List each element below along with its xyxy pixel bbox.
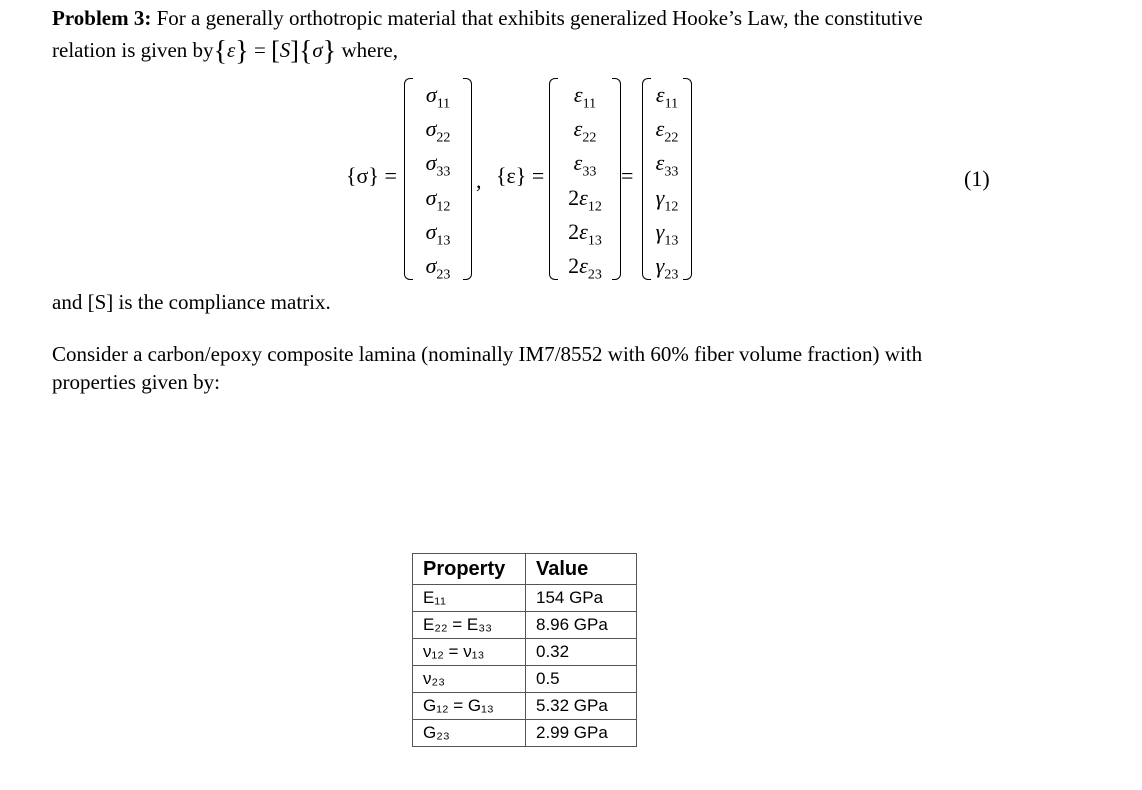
property-cell: G₂₃ bbox=[413, 720, 526, 747]
tensor-strain-component bbox=[553, 253, 617, 283]
symbol: σ bbox=[425, 150, 437, 175]
engineering-strain-component bbox=[646, 185, 688, 215]
tensor-strain-component bbox=[553, 116, 617, 146]
problem-intro: For a generally orthotropic material that exhibits generalized Hooke’s Law, the constitutive bbox=[151, 6, 923, 30]
symbol: γ bbox=[655, 253, 665, 278]
subscript: 12 bbox=[587, 199, 602, 215]
engineering-strain-component bbox=[646, 150, 688, 180]
subscript: 13 bbox=[664, 233, 679, 249]
subscript: 33 bbox=[582, 164, 597, 180]
relation-lead-text: relation is given by bbox=[52, 38, 214, 62]
subscript: 22 bbox=[582, 130, 597, 146]
property-cell: G₁₂ = G₁₃ bbox=[413, 693, 526, 720]
table-row bbox=[413, 585, 637, 612]
subscript: 22 bbox=[664, 130, 679, 146]
subscript: 22 bbox=[436, 130, 451, 146]
subscript: 23 bbox=[436, 267, 451, 283]
subscript: 13 bbox=[436, 233, 451, 249]
tensor-strain-component bbox=[553, 150, 617, 180]
properties-table bbox=[412, 553, 637, 747]
symbol: ε bbox=[655, 82, 665, 107]
value-cell: 0.5 bbox=[526, 666, 637, 693]
subscript: 23 bbox=[587, 267, 602, 283]
engineering-strain-component bbox=[646, 82, 688, 112]
tensor-strain-component bbox=[553, 219, 617, 249]
stress-component bbox=[408, 150, 468, 180]
coefficient: 2 bbox=[568, 219, 580, 244]
relation-tail-text: where, bbox=[336, 38, 399, 62]
equation-number: (1) bbox=[964, 166, 990, 191]
header-value: Value bbox=[526, 554, 637, 585]
tensor-strain-component bbox=[553, 185, 617, 215]
subscript: 13 bbox=[587, 233, 602, 249]
value-cell: 5.32 GPa bbox=[526, 693, 637, 720]
stress-component bbox=[408, 253, 468, 283]
symbol: σ bbox=[425, 219, 437, 244]
property-cell: E₂₂ = E₃₃ bbox=[413, 612, 526, 639]
table-row bbox=[413, 720, 637, 747]
table-row bbox=[413, 666, 637, 693]
compliance-statement: and [S] is the compliance matrix. bbox=[52, 290, 331, 314]
strain-vector-tensor bbox=[553, 78, 617, 283]
material-statement bbox=[52, 340, 922, 396]
symbol: ε bbox=[573, 82, 583, 107]
symbol: ε bbox=[655, 116, 665, 141]
coefficient: 2 bbox=[568, 253, 580, 278]
symbol: σ bbox=[425, 185, 437, 210]
sigma-vector-label: {σ} = bbox=[346, 163, 397, 188]
subscript: 11 bbox=[436, 96, 451, 112]
material-line-1: Consider a carbon/epoxy composite lamina (nominally IM7/8552 with 60% fiber volume fraction) with bbox=[52, 342, 923, 366]
symbol: ε bbox=[579, 219, 588, 244]
engineering-strain-component bbox=[646, 219, 688, 249]
subscript: 33 bbox=[436, 164, 451, 180]
value-cell: 2.99 GPa bbox=[526, 720, 637, 747]
table-row bbox=[413, 612, 637, 639]
subscript: 11 bbox=[582, 96, 597, 112]
symbol: ε bbox=[573, 150, 583, 175]
separator-comma: , bbox=[476, 168, 482, 193]
property-cell: ν₁₂ = ν₁₃ bbox=[413, 639, 526, 666]
stress-component bbox=[408, 185, 468, 215]
engineering-strain-component bbox=[646, 116, 688, 146]
stress-component bbox=[408, 219, 468, 249]
symbol: ε bbox=[579, 185, 588, 210]
stress-component bbox=[408, 82, 468, 112]
value-cell: 8.96 GPa bbox=[526, 612, 637, 639]
symbol: σ bbox=[425, 116, 437, 141]
stress-component bbox=[408, 116, 468, 146]
stress-vector bbox=[408, 78, 468, 283]
strain-vector-engineering bbox=[646, 78, 688, 283]
coefficient: 2 bbox=[568, 185, 580, 210]
subscript: 12 bbox=[436, 199, 451, 215]
table-header-row bbox=[413, 554, 637, 585]
subscript: 11 bbox=[664, 96, 679, 112]
subscript: 12 bbox=[664, 199, 679, 215]
value-cell: 0.32 bbox=[526, 639, 637, 666]
symbol: σ bbox=[425, 82, 437, 107]
header-property: Property bbox=[413, 554, 526, 585]
table-row bbox=[413, 693, 637, 720]
symbol: γ bbox=[655, 219, 665, 244]
material-line-2: properties given by: bbox=[52, 370, 220, 394]
symbol: γ bbox=[655, 185, 665, 210]
value-cell: 154 GPa bbox=[526, 585, 637, 612]
symbol: ε bbox=[579, 253, 588, 278]
table-row bbox=[413, 639, 637, 666]
property-cell: ν₂₃ bbox=[413, 666, 526, 693]
engineering-strain-component bbox=[646, 253, 688, 283]
symbol: ε bbox=[573, 116, 583, 141]
epsilon-vector-label: {ε} = bbox=[496, 163, 545, 188]
symbol: σ bbox=[425, 253, 437, 278]
equation-1 bbox=[0, 0, 1142, 300]
equals-sign: = bbox=[621, 163, 634, 188]
symbol: ε bbox=[655, 150, 665, 175]
relation-formula: {ε} = [S]{σ} bbox=[213, 36, 337, 67]
property-cell: E₁₁ bbox=[413, 585, 526, 612]
problem-label: Problem 3: bbox=[52, 6, 152, 30]
tensor-strain-component bbox=[553, 82, 617, 112]
subscript: 33 bbox=[664, 164, 679, 180]
subscript: 23 bbox=[664, 267, 679, 283]
